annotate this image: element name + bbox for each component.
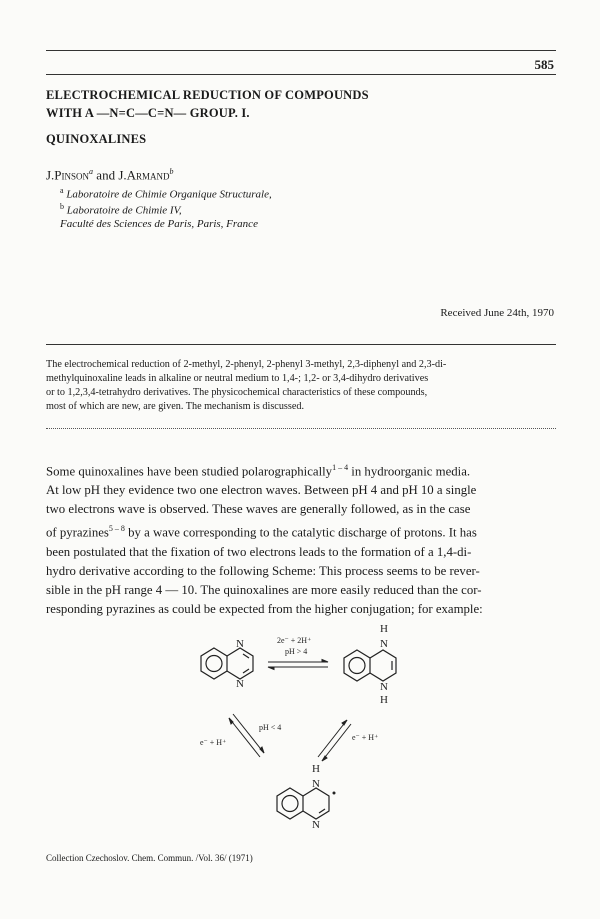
- body-line: [46, 458, 556, 481]
- affiliation-line: [60, 218, 258, 230]
- article-title-line-2: WITH A —N=C—C=N— GROUP. I.: [46, 106, 250, 120]
- author-affiliation-mark: a: [89, 167, 94, 176]
- arrow-label-condition: pH < 4: [259, 723, 282, 732]
- reaction-scheme: [0, 610, 600, 850]
- equilibrium-arrow: [318, 720, 351, 761]
- atom-label-n: N: [236, 638, 244, 650]
- atom-label-h: H: [312, 763, 320, 775]
- header-rule: [46, 50, 556, 51]
- arrow-label-reagents: 2e⁻ + 2H⁺: [277, 636, 312, 645]
- atom-label-h: H: [380, 623, 388, 635]
- body-line: been postulated that the fixation of two electrons leads to the formation of a 1,4-di-: [46, 544, 472, 559]
- body-line: two electrons wave is observed. These waves are generally followed, as in the case: [46, 502, 471, 517]
- affiliation-mark: a: [60, 186, 64, 195]
- body-text-run: by a wave corresponding to the catalytic discharge of protons. It has: [124, 525, 477, 540]
- author-conjunction: and: [96, 167, 116, 183]
- arrow-label-condition: pH > 4: [285, 647, 308, 656]
- quinoxaline-structure: [201, 648, 253, 679]
- affiliation-mark: b: [60, 202, 64, 211]
- atom-label-n: N: [380, 638, 388, 650]
- body-paragraph: [46, 458, 556, 619]
- affiliation-line: [60, 186, 272, 201]
- dihydroquinoxaline-structure: [344, 650, 396, 681]
- equilibrium-arrow: [268, 660, 328, 670]
- abstract-bottom-rule: [46, 428, 556, 429]
- abstract-line: The electrochemical reduction of 2-methyl, 2-phenyl, 2-phenyl 3-methyl, 2,3-diphenyl and 2,3-di-: [46, 359, 447, 370]
- header-rule-lower: [46, 74, 556, 75]
- article-title-line-3: QUINOXALINES: [46, 132, 147, 146]
- equilibrium-arrow: [229, 714, 264, 757]
- article-title-line-1: ELECTROCHEMICAL REDUCTION OF COMPOUNDS: [46, 88, 369, 102]
- affiliation-text: Laboratoire de Chimie Organique Structurale,: [66, 188, 272, 201]
- atom-label-n: N: [312, 778, 320, 790]
- journal-footer: Collection Czechoslov. Chem. Commun. /Vol. 36/ (1971): [46, 853, 253, 863]
- atom-label-n: N: [312, 819, 320, 831]
- radical-dot: [333, 792, 336, 795]
- page-number: 585: [534, 57, 554, 72]
- author-affiliation-mark: b: [169, 167, 174, 176]
- body-text-run: of pyrazines: [46, 525, 109, 540]
- abstract-top-rule: [46, 344, 556, 345]
- abstract: [46, 358, 554, 414]
- affiliation-line: [60, 202, 182, 217]
- arrow-label-reagents: e⁻ + H⁺: [352, 733, 379, 742]
- affiliation-text: Laboratoire de Chimie IV,: [66, 204, 182, 217]
- citation-superscript: 5 – 8: [108, 524, 125, 534]
- arrow-label-reagents: e⁻ + H⁺: [200, 738, 227, 747]
- affiliation-text: Faculté des Sciences de Paris, Paris, France: [60, 218, 258, 230]
- abstract-line: most of which are new, are given. The mechanism is discussed.: [46, 401, 305, 412]
- body-line: responding pyrazines as could be expected from the higher conjugation; for example:: [46, 601, 483, 616]
- atom-label-h: H: [380, 694, 388, 706]
- author-name: J.Pinson: [46, 167, 90, 183]
- abstract-line: or to 1,2,3,4-tetrahydro derivatives. The physicochemical characteristics of these compounds,: [46, 387, 428, 398]
- abstract-line: methylquinoxaline leads in alkaline or neutral medium to 1,4-; 1,2- or 3,4-dihydro derivatives: [46, 373, 429, 384]
- atom-label-n: N: [380, 681, 388, 693]
- body-line: [46, 519, 556, 542]
- body-text-run: in hydroorganic media.: [348, 464, 471, 479]
- received-date: Received June 24th, 1970: [440, 307, 554, 319]
- radical-intermediate-structure: [277, 788, 329, 819]
- atom-label-n: N: [236, 678, 244, 690]
- body-line: sible in the pH range 4 — 10. The quinoxalines are more easily reduced than the cor-: [46, 582, 482, 597]
- author-line: [46, 167, 174, 183]
- citation-superscript: 1 – 4: [332, 463, 349, 472]
- body-line: At low pH they evidence two one electron waves. Between pH 4 and pH 10 a single: [46, 483, 477, 498]
- body-text-run: Some quinoxalines have been studied polarographically: [46, 464, 333, 479]
- body-line: hydro derivative according to the following Scheme: This process seems to be rever-: [46, 563, 480, 578]
- author-name: J.Armand: [118, 167, 170, 183]
